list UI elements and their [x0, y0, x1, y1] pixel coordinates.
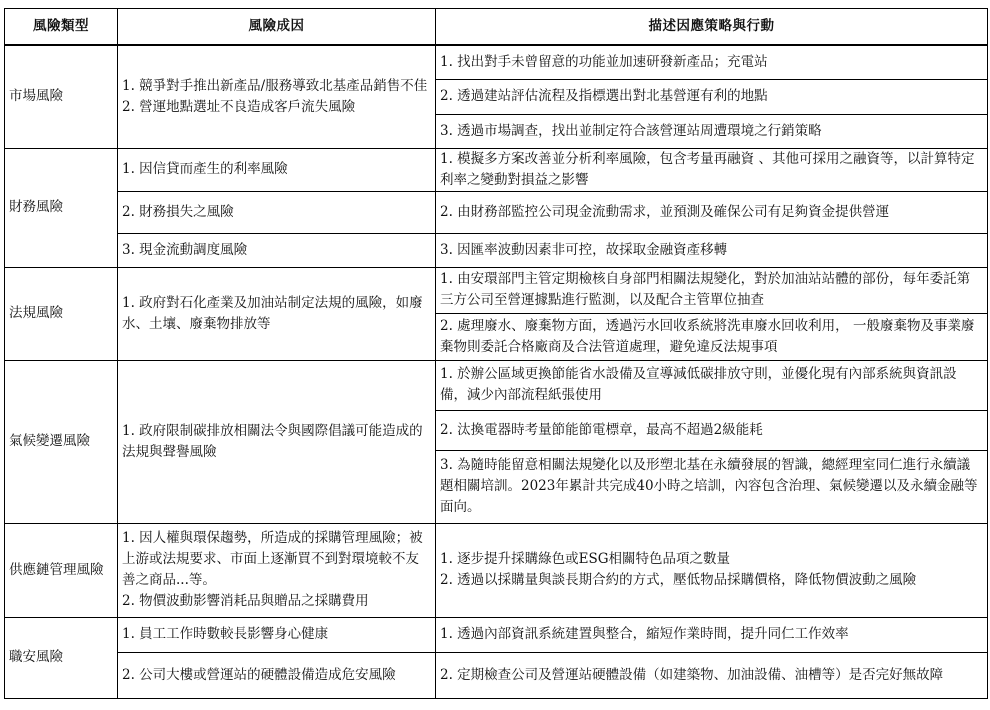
- strategy-line: 2. 透過以採購量與談長期合約的方式，壓低物品採購價格，降低物價波動之風險: [440, 572, 917, 588]
- risk-cause-climate: 1. 政府限制碳排放相關法令與國際倡議可能造成的法規與聲譽風險: [118, 360, 436, 523]
- cause-line: 1. 因人權與環保趨勢，所造成的採購管理風險；被上游或法規要求、市面上逐漸買不到對環境較不友善之商品...等。: [122, 530, 423, 588]
- strategy-cell: 1. 透過內部資訊系統建置與整合，縮短作業時間，提升同仁工作效率: [436, 617, 988, 652]
- strategy-cell: 1. 找出對手未曾留意的功能並加速研發新產品；充電站: [436, 45, 988, 79]
- strategy-cell: 2. 定期檢查公司及營運站硬體設備（如建築物、加油設備、油槽等）是否完好無故障: [436, 652, 988, 698]
- header-row: [5, 9, 988, 46]
- cause-line: 1. 競爭對手推出新產品/服務導致北基產品銷售不佳: [122, 77, 428, 94]
- risk-type-safety: 職安風險: [5, 617, 118, 698]
- cause-line: 2. 營運地點選址不良造成客戶流失風險: [122, 98, 356, 115]
- strategy-cell: 3. 因匯率波動因素非可控，故採取金融資產移轉: [436, 233, 988, 267]
- risk-table: [4, 8, 988, 699]
- risk-type-climate: 氣候變遷風險: [5, 360, 118, 523]
- risk-cause-cell: 1. 因信貸而產生的利率風險: [118, 148, 436, 191]
- table-row: [5, 360, 988, 410]
- risk-type-market: 市場風險: [5, 45, 118, 148]
- strategy-cell: 3. 為隨時能留意相關法規變化以及形塑北基在永續發展的智識，總經理室同仁進行永續議題相關培訓。2023年累計共完成40小時之培訓，內容包含治理、氣候變遷以及永續金融等面向。: [436, 450, 988, 523]
- risk-cause-supply: [118, 523, 436, 617]
- risk-type-finance: 財務風險: [5, 148, 118, 267]
- risk-cause-cell: 2. 公司大樓或營運站的硬體設備造成危安風險: [118, 652, 436, 698]
- risk-type-legal: 法規風險: [5, 267, 118, 360]
- table-row: [5, 233, 988, 267]
- risk-cause-cell: 1. 員工工作時數較長影響身心健康: [118, 617, 436, 652]
- table-row: [5, 523, 988, 617]
- table-row: [5, 148, 988, 191]
- strategy-cell: 2. 透過建站評估流程及指標選出對北基營運有利的地點: [436, 79, 988, 114]
- table-row: [5, 267, 988, 313]
- risk-cause-cell: 3. 現金流動調度風險: [118, 233, 436, 267]
- header-risk-cause: 風險成因: [118, 9, 436, 46]
- strategy-cell: 1. 由安環部門主管定期檢核自身部門相關法規變化，對於加油站站體的部份，每年委託第三方公司至營運據點進行監測，以及配合主管單位抽查: [436, 267, 988, 313]
- risk-cause-cell: 2. 財務損失之風險: [118, 191, 436, 233]
- risk-cause-market: [118, 45, 436, 148]
- risk-type-supply: 供應鏈管理風險: [5, 523, 118, 617]
- strategy-cell: 1. 於辦公區域更換節能省水設備及宣導減低碳排放守則，並優化現有內部系統與資訊設備，減少內部流程紙張使用: [436, 360, 988, 410]
- table-row: [5, 191, 988, 233]
- strategy-cell: 3. 透過市場調查，找出並制定符合該營運站周遭環境之行銷策略: [436, 114, 988, 148]
- strategy-cell: 2. 由財務部監控公司現金流動需求，並預測及確保公司有足夠資金提供營運: [436, 191, 988, 233]
- table-row: [5, 45, 988, 79]
- strategy-cell: [436, 523, 988, 617]
- strategy-cell: 2. 處理廢水、廢棄物方面，透過污水回收系統將洗車廢水回收利用， 一般廢棄物及事業廢棄物則委託合格廠商及合法管道處理，避免違反法規事項: [436, 313, 988, 360]
- cause-line: 2. 物價波動影響消耗品與贈品之採購費用: [122, 593, 369, 609]
- header-risk-type: 風險類型: [5, 9, 118, 46]
- table-row: [5, 652, 988, 698]
- strategy-cell: 1. 模擬多方案改善並分析利率風險，包含考量再融資 、其他可採用之融資等，以計算特定利率之變動對損益之影響: [436, 148, 988, 191]
- risk-cause-legal: 1. 政府對石化產業及加油站制定法規的風險，如廢水、土壤、廢棄物排放等: [118, 267, 436, 360]
- strategy-cell: 2. 汰換電器時考量節能節電標章，最高不超過2級能耗: [436, 410, 988, 450]
- table-row: [5, 617, 988, 652]
- strategy-line: 1. 逐步提升採購綠色或ESG相關特色品項之數量: [440, 551, 731, 567]
- header-strategy: 描述因應策略與行動: [436, 9, 988, 46]
